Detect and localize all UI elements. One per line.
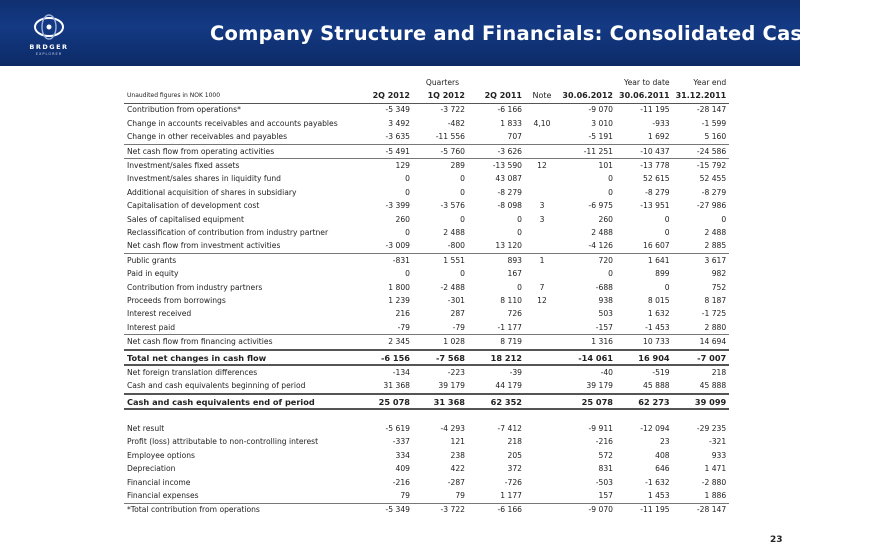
value-cell <box>413 409 468 422</box>
value-cell: -8 279 <box>645 187 670 197</box>
value-cell: 1 471 <box>704 464 727 474</box>
note-cell <box>525 103 559 117</box>
note-cell <box>525 449 559 462</box>
table-row <box>124 131 729 145</box>
value-cell: -3 635 <box>385 132 410 142</box>
value-cell: 408 <box>655 450 670 460</box>
value-cell: -216 <box>595 437 613 447</box>
note-cell <box>525 186 559 199</box>
value-cell: 0 <box>608 269 613 279</box>
note-cell <box>525 173 559 186</box>
value-cell: -800 <box>447 241 465 251</box>
note-cell: 12 <box>537 295 547 305</box>
row-label: Contribution from industry partners <box>127 282 263 292</box>
value-cell: 218 <box>711 367 727 377</box>
value-cell: -223 <box>447 367 465 377</box>
row-label: Interest received <box>127 309 192 319</box>
note-cell: 1 <box>525 254 559 268</box>
value-cell: -14 061 <box>559 350 616 365</box>
row-label: Net foreign translation differences <box>127 367 258 377</box>
value-cell: -5 619 <box>385 424 410 434</box>
value-cell: -134 <box>392 367 410 377</box>
value-cell: 167 <box>507 269 522 279</box>
table-row <box>124 489 729 503</box>
table-row <box>124 436 729 449</box>
value-cell: -519 <box>652 367 670 377</box>
table-row <box>124 308 729 321</box>
table-row <box>124 365 729 379</box>
value-cell: 16 904 <box>616 350 673 365</box>
value-cell: 0 <box>664 227 670 237</box>
value-cell: -301 <box>447 295 465 305</box>
value-cell: -7 007 <box>673 350 730 365</box>
value-cell: -933 <box>652 118 670 128</box>
note-cell <box>525 308 559 321</box>
value-cell: 39 179 <box>438 381 465 391</box>
group-header-ytd: Year to date <box>623 77 670 87</box>
row-label: Profit (loss) attributable to non-controlling interest <box>127 437 319 447</box>
value-cell: 39 179 <box>586 381 613 391</box>
note-cell <box>525 436 559 449</box>
value-cell: 933 <box>711 450 727 460</box>
note-cell: 12 <box>525 159 559 173</box>
value-cell <box>616 409 673 422</box>
value-cell: 121 <box>450 437 465 447</box>
value-cell: 893 <box>468 254 525 268</box>
table-row <box>124 117 729 130</box>
value-cell: -6 156 <box>360 350 413 365</box>
value-cell: 1 239 <box>388 295 410 305</box>
value-cell: 707 <box>507 132 522 142</box>
value-cell: -1 453 <box>645 322 670 332</box>
value-cell: 1 886 <box>704 491 727 501</box>
value-cell: 8 719 <box>468 335 525 350</box>
value-cell: -5 760 <box>413 144 468 158</box>
value-cell: -10 437 <box>616 144 673 158</box>
table-row <box>124 103 729 117</box>
value-cell: -13 951 <box>640 201 670 211</box>
note-cell <box>525 422 559 435</box>
value-cell: 899 <box>655 269 670 279</box>
value-cell: 0 <box>405 227 410 237</box>
value-cell: 52 455 <box>699 174 727 184</box>
value-cell: -7 412 <box>497 424 522 434</box>
value-cell: -12 094 <box>640 424 670 434</box>
note-cell <box>525 489 559 503</box>
value-cell: 101 <box>559 159 616 173</box>
value-cell: 0 <box>517 227 522 237</box>
value-cell: -3 626 <box>468 144 525 158</box>
value-cell: 39 099 <box>673 394 730 409</box>
value-cell: -27 986 <box>696 201 727 211</box>
value-cell: -11 556 <box>435 132 465 142</box>
value-cell: -7 568 <box>413 350 468 365</box>
column-header: 2Q 2011 <box>468 89 525 103</box>
row-label: Financial income <box>127 477 191 487</box>
row-label: Total net changes in cash flow <box>124 350 360 365</box>
note-cell <box>525 267 559 280</box>
value-cell: 16 607 <box>643 241 670 251</box>
value-cell: 2 345 <box>360 335 413 350</box>
row-label: Public grants <box>124 254 360 268</box>
value-cell: 982 <box>711 269 727 279</box>
value-cell: -2 880 <box>701 477 727 487</box>
value-cell: 572 <box>598 450 613 460</box>
note-cell <box>525 226 559 239</box>
value-cell: 0 <box>608 187 613 197</box>
value-cell: -4 293 <box>440 424 465 434</box>
value-cell: -287 <box>447 477 465 487</box>
table-row <box>124 335 729 350</box>
cash-flow-table <box>124 76 729 517</box>
value-cell: 8 110 <box>500 295 522 305</box>
value-cell <box>559 409 616 422</box>
value-cell: -337 <box>392 437 410 447</box>
table-row <box>124 213 729 226</box>
value-cell: 334 <box>395 450 410 460</box>
logo-text: BRDGER <box>29 43 69 51</box>
note-cell <box>525 335 559 350</box>
table-row <box>124 463 729 476</box>
value-cell <box>468 409 525 422</box>
value-cell: -79 <box>397 322 410 332</box>
value-cell: 31 368 <box>413 394 468 409</box>
value-cell: 0 <box>608 174 613 184</box>
row-label: Net result <box>127 424 165 434</box>
value-cell: -39 <box>509 367 522 377</box>
table-row <box>124 144 729 158</box>
value-cell: 0 <box>664 214 670 224</box>
note-cell: 3 <box>539 201 545 211</box>
row-label: Investment/sales fixed assets <box>124 159 360 173</box>
value-cell: 1 551 <box>413 254 468 268</box>
value-cell: -831 <box>360 254 413 268</box>
value-cell: 1 800 <box>388 282 410 292</box>
note-cell: 3 <box>539 214 545 224</box>
note-cell <box>525 380 559 394</box>
row-label: Depreciation <box>127 464 176 474</box>
unaudited-note: Unaudited figures in NOK 1000 <box>124 89 360 103</box>
value-cell: 1 316 <box>559 335 616 350</box>
value-cell: 260 <box>598 214 613 224</box>
value-cell: 129 <box>360 159 413 173</box>
column-header: 2Q 2012 <box>360 89 413 103</box>
value-cell: 79 <box>455 491 465 501</box>
row-label: Investment/sales shares in liquidity fund <box>127 174 281 184</box>
table-row <box>124 321 729 335</box>
value-cell: -11 251 <box>559 144 616 158</box>
value-cell: 25 078 <box>559 394 616 409</box>
value-cell: 3 010 <box>591 118 613 128</box>
value-cell: -1 599 <box>701 118 727 128</box>
value-cell: 13 120 <box>495 241 522 251</box>
value-cell: 14 694 <box>673 335 730 350</box>
value-cell: 3 617 <box>673 254 730 268</box>
value-cell: 0 <box>460 214 465 224</box>
value-cell <box>673 409 730 422</box>
value-cell: 260 <box>395 214 410 224</box>
note-cell <box>525 131 559 145</box>
value-cell: 205 <box>507 450 522 460</box>
value-cell: 831 <box>598 464 613 474</box>
value-cell: -9 070 <box>588 105 613 115</box>
value-cell: -11 195 <box>616 503 673 517</box>
value-cell: -24 586 <box>673 144 730 158</box>
row-label: Paid in equity <box>127 269 179 279</box>
value-cell: -216 <box>392 477 410 487</box>
value-cell: 0 <box>405 187 410 197</box>
note-cell <box>525 476 559 489</box>
value-cell: -28 147 <box>673 503 730 517</box>
value-cell: 1 177 <box>500 491 522 501</box>
value-cell: -29 235 <box>696 424 727 434</box>
value-cell: 31 368 <box>383 381 410 391</box>
row-label: Sales of capitalised equipment <box>127 214 244 224</box>
value-cell: 218 <box>507 437 522 447</box>
value-cell: 2 885 <box>704 241 727 251</box>
value-cell: 0 <box>517 282 522 292</box>
column-header: Note <box>525 89 559 103</box>
table-row <box>124 267 729 280</box>
value-cell: -9 911 <box>588 424 613 434</box>
value-cell: -79 <box>452 322 465 332</box>
value-cell: -9 070 <box>559 503 616 517</box>
value-cell: -3 576 <box>440 201 465 211</box>
row-label: Reclassification of contribution from industry partner <box>127 227 329 237</box>
table-row <box>124 394 729 409</box>
row-label: *Total contribution from operations <box>124 503 360 517</box>
value-cell: -11 195 <box>640 105 670 115</box>
value-cell: 23 <box>659 437 670 447</box>
table-row <box>124 294 729 307</box>
value-cell: -8 279 <box>701 187 727 197</box>
column-header: 1Q 2012 <box>413 89 468 103</box>
note-cell <box>525 350 559 365</box>
note-cell <box>525 321 559 335</box>
value-cell: 422 <box>450 464 465 474</box>
row-label: Cash and cash equivalents end of period <box>124 394 360 409</box>
value-cell: -8 279 <box>497 187 522 197</box>
value-cell: -8 098 <box>497 201 522 211</box>
column-header: 30.06.2012 <box>559 89 616 103</box>
value-cell <box>360 409 413 422</box>
column-header-row <box>124 89 729 103</box>
note-cell <box>525 463 559 476</box>
value-cell: 44 179 <box>495 381 522 391</box>
table-row <box>124 186 729 199</box>
value-cell: 1 453 <box>647 491 670 501</box>
value-cell: -1 632 <box>645 477 670 487</box>
value-cell: 0 <box>721 214 727 224</box>
group-header-quarters: Quarters <box>425 77 460 87</box>
value-cell: 45 888 <box>699 381 727 391</box>
value-cell: -15 792 <box>673 159 730 173</box>
value-cell: -5 191 <box>588 132 613 142</box>
row-label: Contribution from operations* <box>127 105 241 115</box>
table-row <box>124 380 729 394</box>
table-row <box>124 254 729 268</box>
table-row <box>124 476 729 489</box>
row-label: Capitalisation of development cost <box>127 201 260 211</box>
value-cell: 726 <box>507 309 522 319</box>
value-cell: 1 632 <box>647 309 670 319</box>
value-cell: 79 <box>400 491 410 501</box>
spacer-row <box>124 409 729 422</box>
value-cell: 52 615 <box>643 174 670 184</box>
value-cell: -1 177 <box>497 322 522 332</box>
value-cell: 752 <box>711 282 727 292</box>
value-cell: -3 722 <box>440 105 465 115</box>
table-row <box>124 503 729 517</box>
note-cell <box>525 394 559 409</box>
row-label: Proceeds from borrowings <box>127 295 226 305</box>
value-cell: -13 590 <box>468 159 525 173</box>
group-header-row <box>124 76 729 89</box>
logo-emblem-icon <box>16 10 82 44</box>
value-cell: 1 833 <box>500 118 522 128</box>
value-cell: -6 166 <box>497 105 522 115</box>
table-row <box>124 173 729 186</box>
value-cell: 3 492 <box>388 118 410 128</box>
value-cell: 45 888 <box>643 381 670 391</box>
value-cell: 289 <box>413 159 468 173</box>
row-label: Interest paid <box>127 322 176 332</box>
table-row <box>124 200 729 213</box>
value-cell: 10 733 <box>616 335 673 350</box>
value-cell: 18 212 <box>468 350 525 365</box>
value-cell: 238 <box>450 450 465 460</box>
value-cell: 43 087 <box>495 174 522 184</box>
row-label: Change in other receivables and payables <box>127 132 288 142</box>
value-cell: 2 880 <box>704 322 727 332</box>
row-label: Financial expenses <box>127 491 199 501</box>
note-cell <box>525 503 559 517</box>
value-cell: -321 <box>708 437 727 447</box>
row-label: Change in accounts receivables and accounts payables <box>127 118 338 128</box>
value-cell: 409 <box>395 464 410 474</box>
value-cell: -6 166 <box>468 503 525 517</box>
value-cell: 62 273 <box>616 394 673 409</box>
note-cell: 7 <box>539 282 545 292</box>
value-cell: 372 <box>507 464 522 474</box>
value-cell: -2 488 <box>440 282 465 292</box>
value-cell: -5 349 <box>360 503 413 517</box>
value-cell: -157 <box>595 322 613 332</box>
value-cell: 2 488 <box>443 227 465 237</box>
value-cell: -3 722 <box>413 503 468 517</box>
value-cell: 0 <box>664 282 670 292</box>
value-cell: -5 491 <box>360 144 413 158</box>
row-label: Net cash flow from financing activities <box>124 335 360 350</box>
row-label: Additional acquisition of shares in subsidiary <box>127 187 297 197</box>
value-cell: -503 <box>595 477 613 487</box>
page-title: Company Structure and Financials: Consolidated Cash Flow <box>210 22 876 45</box>
value-cell: 0 <box>517 214 522 224</box>
column-header: 31.12.2011 <box>673 89 730 103</box>
value-cell: -1 725 <box>701 309 727 319</box>
page-number: 23 <box>770 535 783 545</box>
value-cell: -13 778 <box>616 159 673 173</box>
value-cell: -688 <box>595 282 613 292</box>
value-cell: 720 <box>559 254 616 268</box>
value-cell: 25 078 <box>360 394 413 409</box>
table-row <box>124 449 729 462</box>
value-cell: 2 488 <box>591 227 613 237</box>
value-cell: 0 <box>460 187 465 197</box>
header-bar <box>0 0 876 66</box>
row-label: Net cash flow from operating activities <box>124 144 360 158</box>
value-cell: 2 488 <box>704 227 727 237</box>
value-cell: 0 <box>405 174 410 184</box>
value-cell: 0 <box>460 269 465 279</box>
column-header: 30.06.2011 <box>616 89 673 103</box>
value-cell: 646 <box>655 464 670 474</box>
value-cell: -6 975 <box>588 201 613 211</box>
value-cell: -726 <box>504 477 522 487</box>
value-cell: -3 399 <box>385 201 410 211</box>
group-header-year-end: Year end <box>693 77 727 87</box>
note-cell <box>525 240 559 254</box>
value-cell: -28 147 <box>696 105 727 115</box>
value-cell: 5 160 <box>704 132 727 142</box>
value-cell: -4 126 <box>588 241 613 251</box>
value-cell: 157 <box>598 491 613 501</box>
value-cell: 216 <box>395 309 410 319</box>
value-cell: 0 <box>460 174 465 184</box>
table-row <box>124 281 729 294</box>
value-cell: 8 015 <box>647 295 670 305</box>
value-cell: -482 <box>447 118 465 128</box>
table-row <box>124 422 729 435</box>
value-cell: 1 641 <box>616 254 673 268</box>
value-cell: 287 <box>450 309 465 319</box>
value-cell: -5 349 <box>385 105 410 115</box>
table-row <box>124 159 729 173</box>
value-cell: 0 <box>405 269 410 279</box>
note-cell <box>525 365 559 379</box>
row-label: Cash and cash equivalents beginning of period <box>127 381 306 391</box>
note-cell <box>525 409 559 422</box>
table-row <box>124 350 729 365</box>
value-cell: 62 352 <box>468 394 525 409</box>
note-cell: 4,10 <box>533 118 551 128</box>
value-cell: 1 692 <box>647 132 670 142</box>
value-cell: 503 <box>598 309 613 319</box>
value-cell: -40 <box>600 367 613 377</box>
row-label <box>124 409 360 422</box>
row-label: Employee options <box>127 450 195 460</box>
row-label: Net cash flow from investment activities <box>127 241 281 251</box>
value-cell: 1 028 <box>413 335 468 350</box>
note-cell <box>525 144 559 158</box>
table-row <box>124 226 729 239</box>
table-row <box>124 240 729 254</box>
company-logo <box>16 10 82 60</box>
value-cell: -3 009 <box>385 241 410 251</box>
logo-subtext: EXPLORER <box>35 52 63 56</box>
value-cell: 938 <box>598 295 613 305</box>
value-cell: 8 187 <box>704 295 727 305</box>
